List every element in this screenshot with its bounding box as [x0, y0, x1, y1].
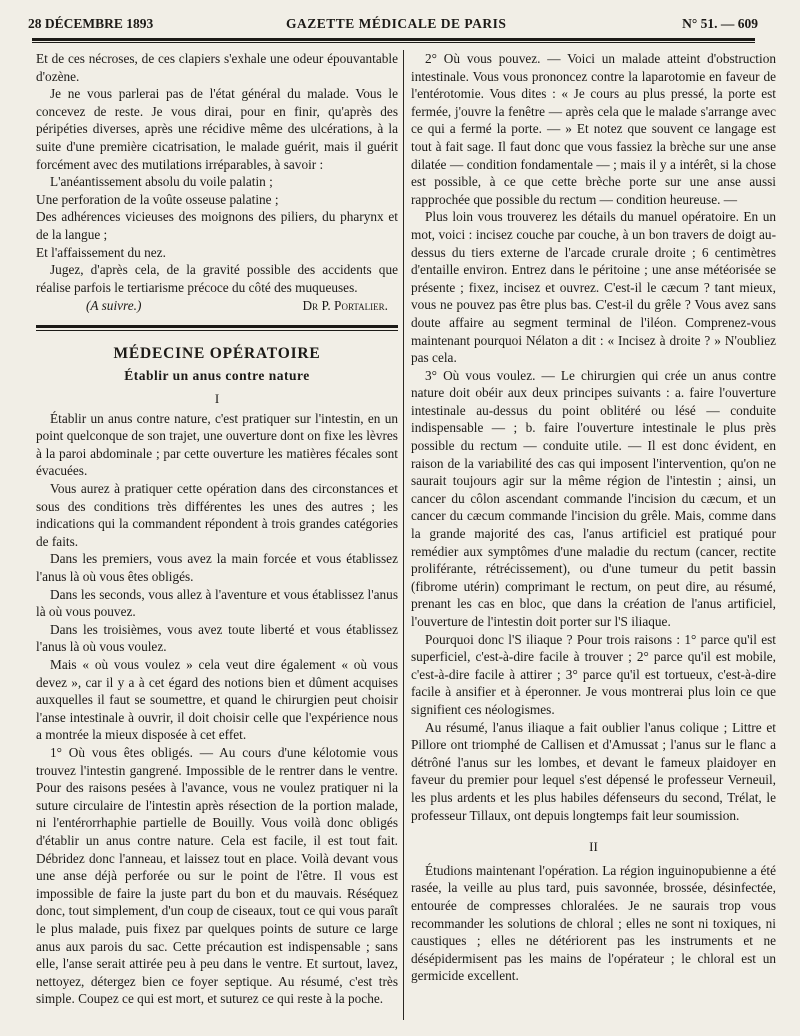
paragraph: 1° Où vous êtes obligés. — Au cours d'une kélotomie vous trouvez l'intestin gangrené. Impossible de le rentrer dans le ventre. Pour des raisons pesées à l'avance, vous ne voulez pratiquer ni la suture circulaire de l'intestin après résection de la portion malade, ni l'entérorrhaphie partielle de Bouilly. Vous voilà donc obligés d'établir un anus contre nature. Cela est facile, il est tout fait. Débridez donc l'anneau, et laissez tout en place. Voilà devant vous une anse déjà perforée ou sur le point de l'être. Il vous est impossible de faire la juste part du bon et du mauvais. Réséquez donc, tout simplement, d'un coup de ciseaux, tout ce qui vous paraît le plus malade, puis fixez par quelques points de suture ce large anus aux parois du sac. Cette précaution est indispensable ; sans elle, l'anse serait attirée peu à peu dans le ventre. Et surtout, lavez, nettoyez, détergez bien ce foyer septique. Au résumé, c'est très simple. Coupez ce qui est mort, et suturez ce qui reste à la poche. — [36, 744, 398, 1007]
journal-title: GAZETTE MÉDICALE DE PARIS — [286, 16, 507, 31]
paragraph: Je ne vous parlerai pas de l'état général du malade. Vous le concevez de reste. Je vous dirai, pour en finir, qu'après des péripéties diverses, après une récidive même des ulcérations, à la suite d'une première cicatrisation, le malade guérit, mais il guérit forcément avec des mutilations irréparables, à savoir : — [36, 86, 398, 172]
paragraph: Jugez, d'après cela, de la gravité possible des accidents que réalise parfois le tertiarisme précoce du côté des muqueuses. — [36, 262, 398, 295]
left-column — [36, 50, 398, 1008]
section-subtitle: Établir un anus contre nature — [124, 367, 310, 383]
list-item: Et l'affaissement du nez. — [36, 244, 166, 260]
paragraph: Établir un anus contre nature, c'est pratiquer sur l'intestin, en un point quelconque de son trajet, une ouverture dont on fixe les lèvres à la paroi abdominale ; par cette ouverture les matières fécales sont évacuées. — [36, 410, 398, 479]
column-divider — [403, 50, 404, 1020]
issue-date: 28 DÉCEMBRE 1893 — [28, 16, 154, 31]
mutilation-list — [36, 173, 398, 261]
list-item: Des adhérences vicieuses des moignons des piliers, du pharynx et de la langue ; — [36, 209, 398, 242]
section-number: II — [589, 839, 598, 855]
paragraph: Plus loin vous trouverez les détails du manuel opératoire. En un mot, voici : incisez couche par couche, à un bon travers de doigt au-dessus du tiers externe de l'arcade crurale droite ; 6 centimètres d'entaille environ. Entrez dans le péritoine ; une anse météorisée se présente ; fixez, incisez et ouvrez. C'est-il le cæcum ? tant mieux, vous ne pouvez pas être plus bas. C'est-il du grêle ? Vous avez sans doute affaire au segment terminal de l'iléon. Comprenez-vous maintenant pourquoi Nélaton a dit : « Incisez à droite ? » N'oubliez pas cela. — [411, 209, 776, 366]
header-rule-thin — [32, 42, 755, 43]
section-number: I — [214, 391, 220, 407]
section-title: MÉDECINE OPÉRATOIRE — [113, 344, 321, 362]
author-name: Dr P. Portalier. — [302, 298, 388, 314]
header-rule — [32, 38, 755, 41]
paragraph: 2° Où vous pouvez. — Voici un malade atteint d'obstruction intestinale. Vous vous prononcez contre la laparotomie en faveur de l'entérotomie. Vous dites : « Je cours au plus pressé, la porte est fermée, j'ouvre la fenêtre — après cela que le malade s'arrange avec ce qui a fermé la porte. — » Et notez que souvent ce langage est tout à fait sage. Il faut donc que vous fassiez la brèche sur une anse dilatée — condition fondamentale — ; mais il y a intérêt, si la chose est possible, à ce que cette brèche porte sur une anse aussi rapprochée que possible du rectum — condition heureuse. — — [411, 51, 776, 207]
right-column — [411, 50, 776, 985]
paragraph: Dans les troisièmes, vous avez toute liberté et vous établissez l'anus là où vous voulez. — [36, 621, 398, 655]
list-item: Une perforation de la voûte osseuse palatine ; — [36, 191, 279, 207]
list-item: L'anéantissement absolu du voile palatin ; — [50, 174, 273, 190]
paragraph: Étudions maintenant l'opération. La région inguinopubienne a été rasée, la veille au plus tard, puis savonnée, brossée, désinfectée, entourée de compresses chloralées. Je ne saurais trop vous recommander les solutions de chloral ; elles ne sont ni toxiques, ni caustiques ; elles ne détériorent pas les instruments et ne désépidermisent pas les mains de l'opérateur ; le chloral est un germicide excellent. — [411, 862, 776, 984]
paragraph: Dans les premiers, vous avez la main forcée et vous établissez l'anus là où vous êtes obligés. — [36, 551, 398, 585]
paragraph: Dans les seconds, vous allez à l'aventure et vous établissez l'anus là où vous pouvez. — [36, 586, 398, 620]
page-header — [28, 8, 758, 34]
paragraph: Et de ces nécroses, de ces clapiers s'exhale une odeur épouvantable d'ozène. — [36, 51, 398, 84]
paragraph: Pourquoi donc l'S iliaque ? Pour trois raisons : 1° parce qu'il est superficiel, c'est-à-dire facile à trouver ; 2° parce qu'il est mobile, c'est-à-dire facile à attirer ; 3° parce qu'il est tortueux, c'est-à-dire facile à ansifier et à éperonner. Je vous montrerai plus loin ce que signifient ces néologismes. — [411, 631, 776, 717]
issue-number: N° 51. — 609 — [682, 16, 758, 31]
paragraph: Mais « où vous voulez » cela veut dire également « où vous devez », car il y a à cet égard des notions bien et dûment acquises auxquelles il faut se soumettre, et quand le chirurgien peut choisir l'anse intestinale à ouvrir, il doit choisir celle que l'expérience nous a montrée la mieux disposée à cet effet. — [36, 657, 398, 743]
section-divider — [36, 325, 398, 331]
paragraph: Au résumé, l'anus iliaque a fait oublier l'anus colique ; Littre et Pillore ont triomphé de Callisen et d'Amussat ; l'anus sur le flanc a détrôné l'anus sur les lombes, et devant le fameux plaidoyer en faveur du premier pour lequel s'est dépensé le professeur Verneuil, les plus ardents et les plus habiles défenseurs du second, Trélat, le professeur Tillaux, ont depuis longtemps fait leur soumission. — [411, 719, 776, 823]
signature-line — [36, 297, 398, 315]
paragraph: 3° Où vous voulez. — Le chirurgien qui crée un anus contre nature doit obéir aux deux principes suivants : a. faire l'ouverture intestinale au-dessus du point oblitéré ou lésé — conduite indispensable — ; b. faire l'ouverture intestinale le plus près possible du rectum — conduite utile. — Il est donc évident, en raison de la variabilité des cas qui imposent l'intervention, qu'on ne saurait toujours agir sur la même région de l'intestin ; ainsi, un cancer du côlon ascendant commande l'incision du cæcum, et un cancer du cæcum commande l'incision du grêle. Mais, comme dans la grande majorité des cas, l'anus artificiel est pratiqué pour remédier aux symptômes d'une maladie du rectum (cancer, rectite proliférante, rétrécissement), ou d'une tumeur du petit bassin (fibrome utérin) comprimant le rectum, on peut dire, au résumé, prenant les cas en bloc, que dans la création de l'anus artificiel, l'ouverture de l'intestin doit porter sur l'S iliaque. — [411, 367, 776, 629]
to-be-continued: (A suivre.) — [86, 298, 142, 314]
paragraph: Vous aurez à pratiquer cette opération dans des circonstances et sous des conditions très différentes les unes des autres ; les indications qui la commandent répondent à trois grandes catégories de faits. — [36, 481, 398, 549]
